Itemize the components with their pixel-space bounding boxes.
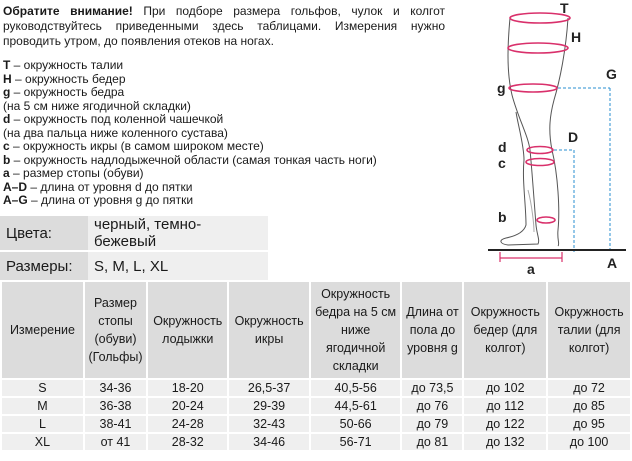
col-header-ankle: Окружность лодыжки (148, 282, 227, 378)
size-chart-table (0, 280, 632, 452)
legend-item: A–D – длина от уровня d до пятки (3, 179, 193, 194)
sizes-value: S, M, L, XL (88, 252, 268, 280)
col-header-length-g: Длина от пола до уровня g (402, 282, 462, 378)
table-cell: 20-24 (148, 398, 227, 414)
table-cell: 34-46 (229, 434, 308, 450)
ring-g (509, 84, 557, 92)
table-row (2, 398, 630, 414)
product-info-table (0, 214, 268, 282)
table-cell: до 72 (548, 380, 630, 396)
col-header-calf: Окружность икры (229, 282, 308, 378)
table-cell: 24-28 (148, 416, 227, 432)
table-cell: 40,5-56 (311, 380, 401, 396)
legend-item: T – окружность талии (3, 58, 124, 72)
table-cell: до 85 (548, 398, 630, 414)
table-cell: до 76 (402, 398, 462, 414)
table-cell: 34-36 (85, 380, 146, 396)
table-cell: 29-39 (229, 398, 308, 414)
label-G: G (606, 66, 617, 82)
legend-item: d – окружность под коленной чашечкой (3, 112, 224, 126)
col-header-thigh: Окружность бедра на 5 см ниже ягодичной складки (311, 282, 401, 378)
legend-item: a – размер стопы (обуви) (3, 166, 144, 180)
label-D: D (568, 129, 579, 145)
legend-item: A–G – длина от уровня g до пятки (3, 193, 194, 207)
table-cell: XL (2, 434, 83, 450)
intro-bold: Обратите внимание! (3, 4, 133, 18)
table-cell: 44,5-61 (311, 398, 401, 414)
label-g: g (497, 80, 506, 96)
col-header-foot-size: Размер стопы (обуви) (Гольфы) (85, 282, 146, 378)
table-row (2, 416, 630, 432)
sizes-row (0, 252, 268, 280)
table-cell: до 95 (548, 416, 630, 432)
label-b: b (498, 209, 507, 225)
table-cell: 18-20 (148, 380, 227, 396)
label-A: A (607, 255, 618, 271)
table-cell: 38-41 (85, 416, 146, 432)
legend-item: c – окружность икры (в самом широком месте) (3, 139, 264, 153)
table-cell: 50-66 (311, 416, 401, 432)
legend-item: b – окружность надлодыжечной области (самая тонкая часть ноги) (3, 152, 377, 167)
label-c: c (498, 155, 506, 171)
table-cell: M (2, 398, 83, 414)
ring-c (526, 159, 554, 166)
table-cell: S (2, 380, 83, 396)
intro-text: При подборе размера гольфов, чулок и колгот руководствуйтесь приведенными здесь таблицами. Измерения нужно проводить утром, до появления отеков на ногах. (3, 4, 446, 48)
table-cell: от 41 (85, 434, 146, 450)
col-header-waist: Окружность талии (для колгот) (548, 282, 630, 378)
label-T: T (560, 0, 569, 16)
table-header-row (2, 282, 630, 378)
table-cell: до 73,5 (402, 380, 462, 396)
table-cell: до 81 (402, 434, 462, 450)
table-cell: до 112 (464, 398, 546, 414)
colors-label: Цвета: (0, 216, 88, 250)
col-header-measurement: Измерение (2, 282, 83, 378)
table-cell: 28-32 (148, 434, 227, 450)
table-cell: 26,5-37 (229, 380, 308, 396)
measurement-legend (3, 59, 423, 208)
legend-item: H – окружность бедер (3, 71, 126, 86)
table-cell: до 132 (464, 434, 546, 450)
ring-H (508, 43, 568, 53)
ring-d (527, 147, 553, 154)
sizes-label: Размеры: (0, 252, 88, 280)
colors-row (0, 216, 268, 250)
table-cell: L (2, 416, 83, 432)
ring-b (537, 217, 555, 223)
length-guides (554, 88, 610, 252)
label-a: a (527, 261, 535, 277)
legend-item: g – окружность бедра (3, 85, 125, 99)
table-row (2, 434, 630, 450)
table-cell: 36-38 (85, 398, 146, 414)
table-cell: 32-43 (229, 416, 308, 432)
table-row (2, 380, 630, 396)
intro-paragraph (3, 4, 445, 49)
table-cell: до 79 (402, 416, 462, 432)
table-cell: 56-71 (311, 434, 401, 450)
col-header-hips: Окружность бедер (для колгот) (464, 282, 546, 378)
table-cell: до 122 (464, 416, 546, 432)
table-cell: до 102 (464, 380, 546, 396)
label-H: H (571, 29, 582, 45)
leg-measurement-diagram (488, 0, 632, 278)
legend-item: (на 5 см ниже ягодичной складки) (3, 98, 191, 113)
label-d: d (498, 139, 507, 155)
table-cell: до 100 (548, 434, 630, 450)
colors-value: черный, темно-бежевый (88, 216, 268, 250)
legend-item: (на два пальца ниже коленного сустава) (3, 125, 228, 140)
